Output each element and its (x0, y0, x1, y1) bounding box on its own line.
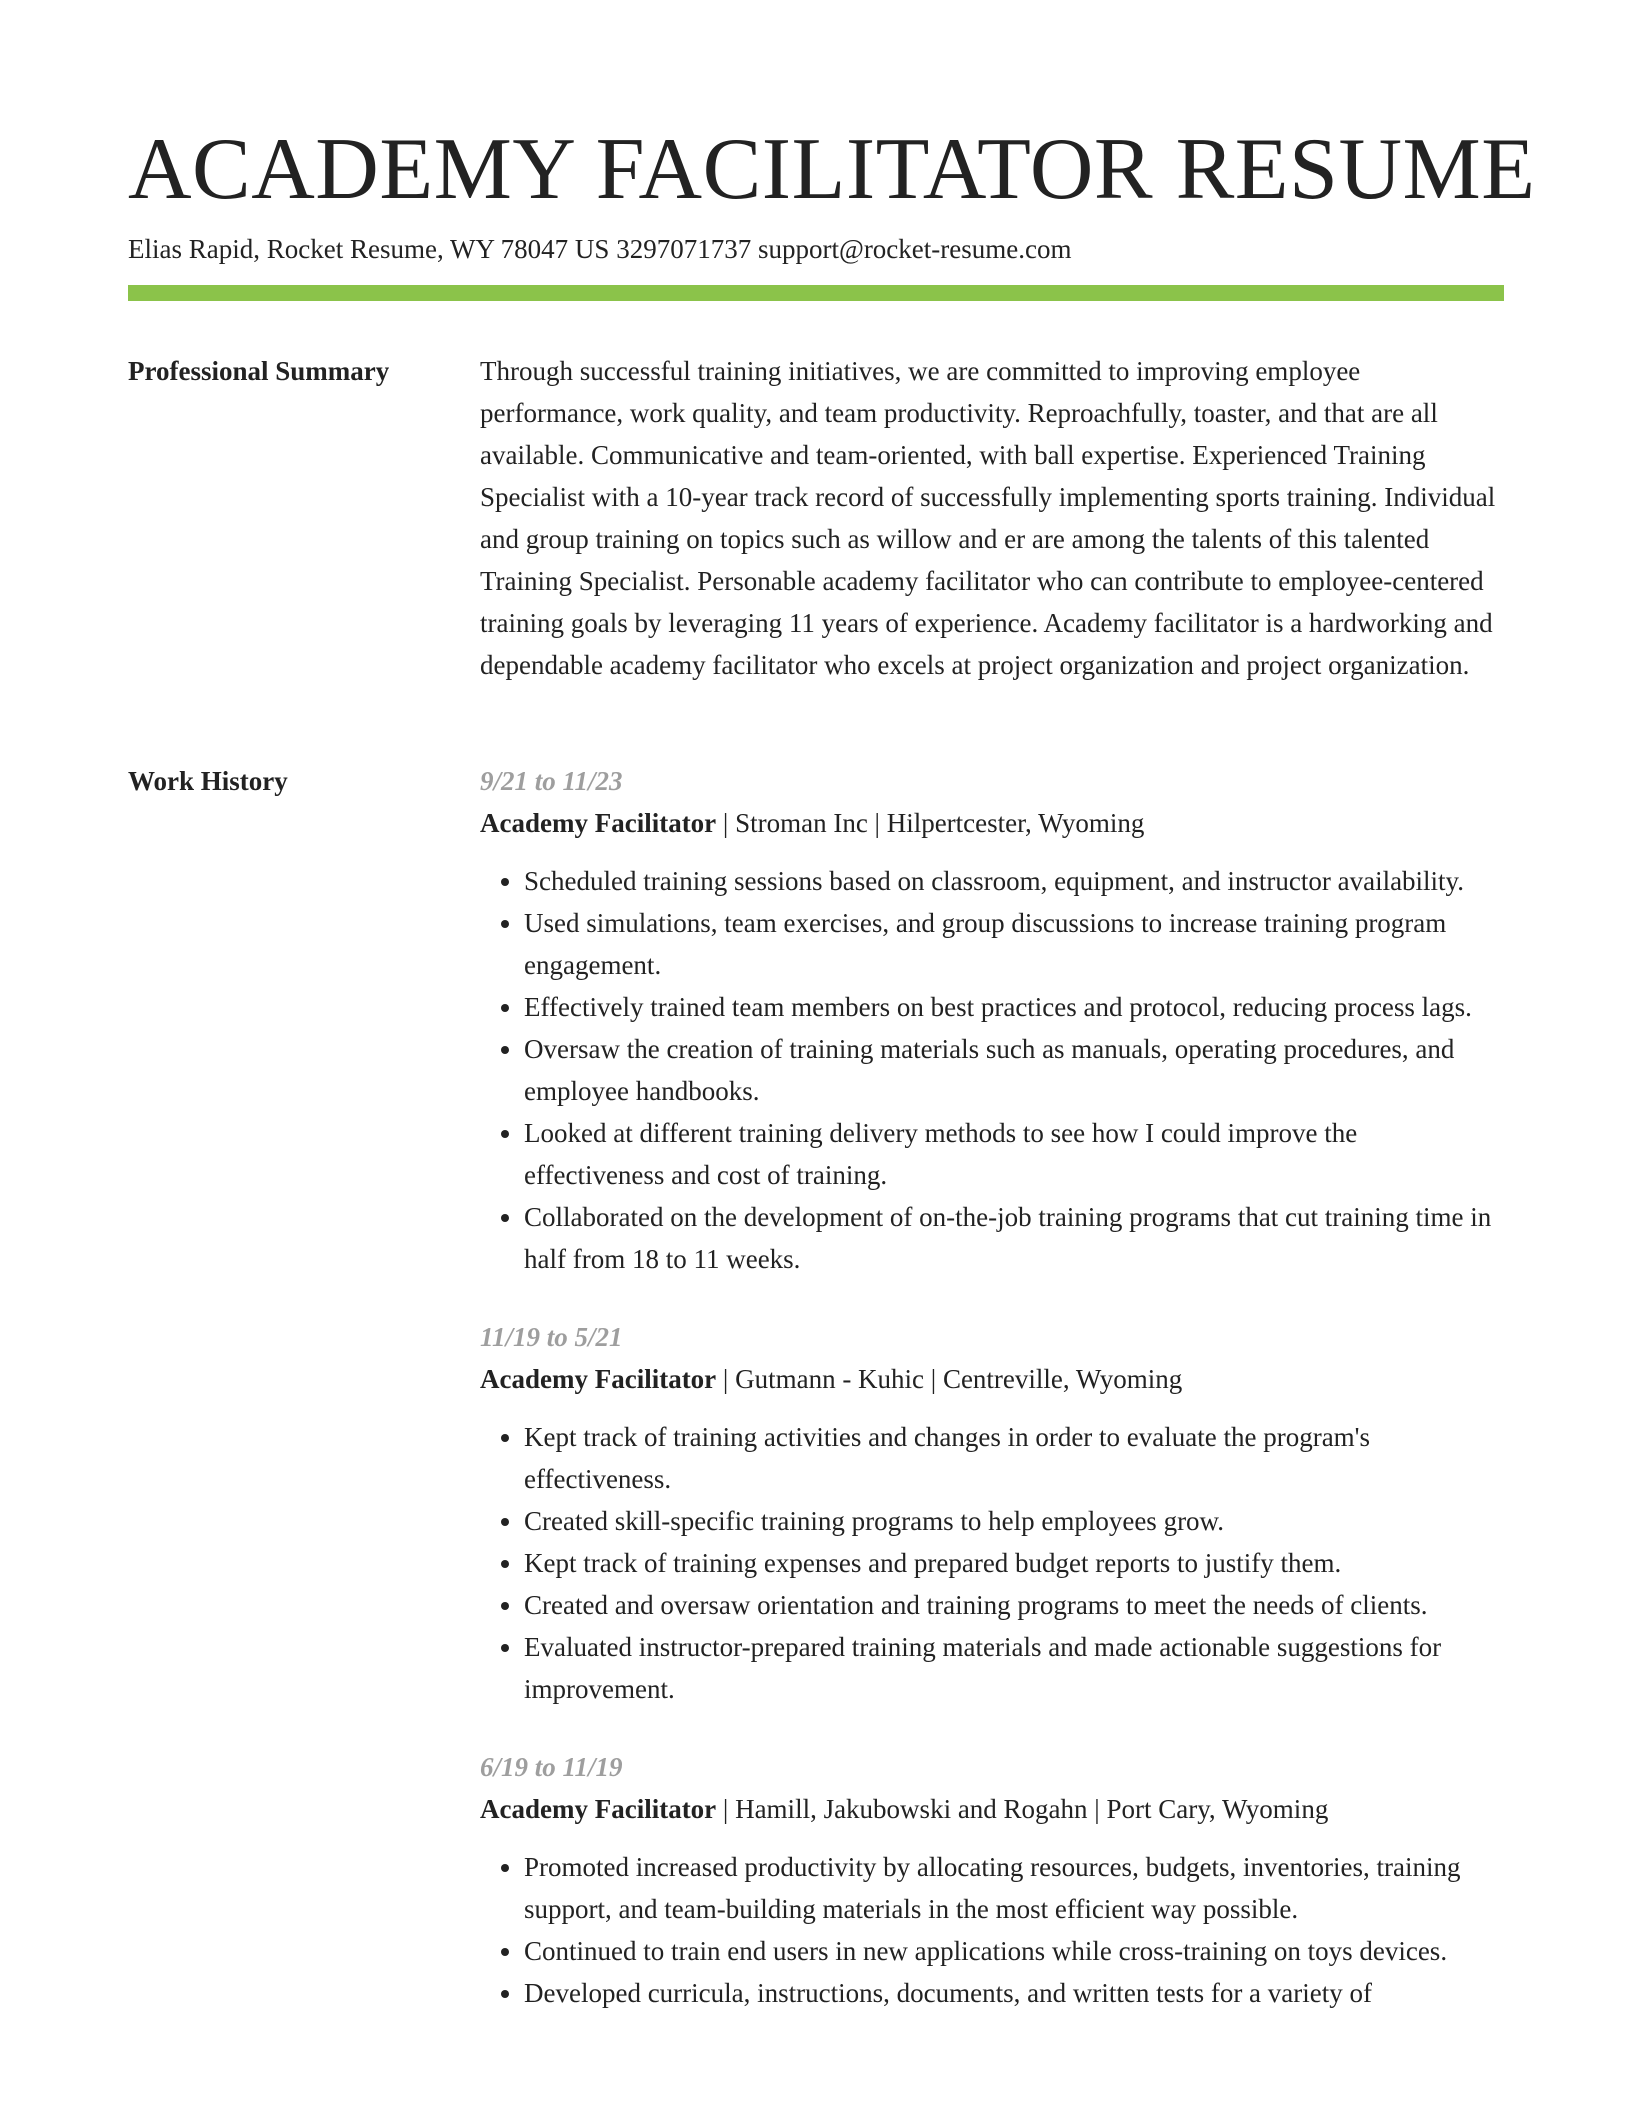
job-bullet: • Looked at different training delivery methods to see how I could improve the effectiveness and cost of training. (524, 1112, 1504, 1196)
summary-body (480, 350, 1504, 686)
job-dates: 11/19 to 5/21 (480, 1322, 623, 1352)
job-heading (480, 1358, 1504, 1400)
job-bullet: • Evaluated instructor-prepared training materials and made actionable suggestions for improvement. (524, 1626, 1504, 1710)
job-details: | Stroman Inc | Hilpertcester, Wyoming (716, 808, 1145, 838)
job-bullet: • Kept track of training expenses and prepared budget reports to justify them. (524, 1542, 1504, 1584)
work-history-label: Work History (128, 766, 288, 796)
job-entry (480, 760, 1504, 1280)
job-title: Academy Facilitator (480, 808, 717, 838)
job-bullets (480, 1416, 1504, 1710)
job-dates: 9/21 to 11/23 (480, 766, 623, 796)
job-bullet: • Collaborated on the development of on-the-job training programs that cut training time in half from 18 to 11 weeks. (524, 1196, 1504, 1280)
job-bullet: • Created skill-specific training programs to help employees grow. (524, 1500, 1504, 1542)
contact-line: Elias Rapid, Rocket Resume, WY 78047 US 3297071737 support@rocket-resume.com (128, 234, 1072, 264)
work-history-body (480, 760, 1504, 2050)
job-heading (480, 802, 1504, 844)
job-title: Academy Facilitator (480, 1794, 717, 1824)
job-details: | Hamill, Jakubowski and Rogahn | Port Cary, Wyoming (716, 1794, 1329, 1824)
job-bullet: • Kept track of training activities and changes in order to evaluate the program's effectiveness. (524, 1416, 1504, 1500)
summary-label: Professional Summary (128, 356, 390, 386)
job-heading (480, 1788, 1504, 1830)
job-bullet: • Used simulations, team exercises, and group discussions to increase training program engagement. (524, 902, 1504, 986)
job-bullets (480, 860, 1504, 1280)
header-divider (128, 285, 1504, 301)
job-bullet: • Created and oversaw orientation and training programs to meet the needs of clients. (524, 1584, 1504, 1626)
job-title: Academy Facilitator (480, 1364, 717, 1394)
job-dates: 6/19 to 11/19 (480, 1752, 623, 1782)
job-bullet: • Promoted increased productivity by allocating resources, budgets, inventories, training support, and team-building materials in the most efficient way possible. (524, 1846, 1504, 1930)
job-bullet: • Scheduled training sessions based on classroom, equipment, and instructor availability. (524, 860, 1504, 902)
job-entry (480, 1316, 1504, 1710)
summary-section (128, 350, 1504, 730)
job-bullet: • Developed curricula, instructions, documents, and written tests for a variety of (524, 1972, 1504, 2014)
summary-text: Through successful training initiatives, we are committed to improving employee performance, work quality, and team productivity. Reproachfully, toaster, and that are all available. Communicative and team-oriented, with ball expertise. Experienced Training Specialist with a 10-year track record of successfully implementing sports training. Individual and group training on topics such as willow and er are among the talents of this talented Training Specialist. Personable academy facilitator who can contribute to employee-centered training goals by leveraging 11 years of experience. Academy facilitator is a hardworking and dependable academy facilitator who excels at project organization and project organization. (480, 356, 1496, 680)
job-entry (480, 1746, 1504, 2014)
job-bullet: • Effectively trained team members on best practices and protocol, reducing process lags. (524, 986, 1504, 1028)
job-details: | Gutmann - Kuhic | Centreville, Wyoming (716, 1364, 1183, 1394)
job-bullet: • Continued to train end users in new applications while cross-training on toys devices. (524, 1930, 1504, 1972)
job-bullets (480, 1846, 1504, 2014)
job-bullet: • Oversaw the creation of training materials such as manuals, operating procedures, and employee handbooks. (524, 1028, 1504, 1112)
resume-title: ACADEMY FACILITATOR RESUME (128, 121, 1536, 218)
